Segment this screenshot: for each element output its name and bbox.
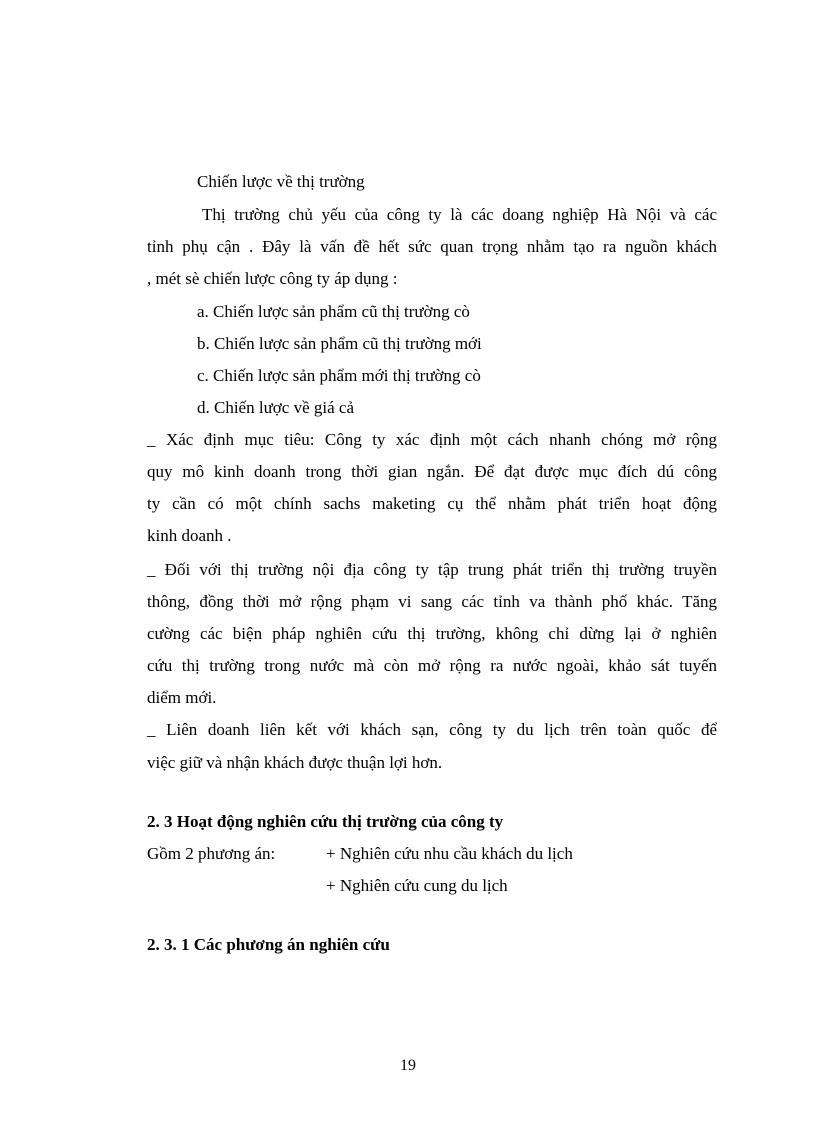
strategy-heading: Chiến lược về thị trường [197, 172, 365, 191]
section-heading-2-3-1: 2. 3. 1 Các phương án nghiên cứu [147, 935, 390, 954]
method-item: + Nghiên cứu nhu cầu khách du lịch [326, 844, 573, 863]
page-number: 19 [400, 1057, 416, 1074]
section-heading-2-3: 2. 3 Hoạt động nghiên cứu thị trường của công ty [147, 812, 504, 831]
text-line: _ Liên doanh liên kết với khách sạn, công ty du lịch trên toàn quốc để [147, 720, 717, 739]
list-item: a. Chiến lược sản phẩm cũ thị trường cò [197, 302, 470, 321]
text-line: kinh doanh . [147, 526, 232, 545]
list-item: b. Chiến lược sản phẩm cũ thị trường mới [197, 334, 482, 353]
text-line: diểm mới. [147, 688, 217, 707]
text-line: cường các biện pháp nghiên cứu thị trường, không chỉ dừng lại ở nghiên [147, 624, 717, 643]
text-line: Thị trường chủ yếu của công ty là các doang nghiệp Hà Nội và các [202, 205, 717, 224]
list-item: d. Chiến lược về giá cả [197, 398, 354, 417]
text-line: việc giữ và nhận khách được thuận lợi hơn. [147, 753, 443, 772]
methods-label: Gồm 2 phương án: [147, 844, 276, 863]
list-item: c. Chiến lược sản phẩm mới thị trường cò [197, 366, 481, 385]
text-line: _ Xác định mục tiêu: Công ty xác định một cách nhanh chóng mở rộng [147, 430, 717, 449]
text-line: thông, đồng thời mở rộng phạm vi sang các tỉnh va thành phố khác. Tăng [147, 592, 717, 611]
text-line: ty cần có một chính sachs maketing cụ thể nhằm phát triển hoạt động [147, 494, 717, 513]
text-line: tỉnh phụ cận . Đây là vấn đề hết sức quan trọng nhằm tạo ra nguồn khách [147, 237, 717, 256]
text-line: quy mô kinh doanh trong thời gian ngắn. Để đạt được mục đích dú công [147, 462, 717, 481]
text-line: _ Đối với thị trường nội địa công ty tập trung phát triển thị trường truyền [147, 560, 717, 579]
method-item: + Nghiên cứu cung du lịch [326, 876, 508, 895]
text-line: cứu thị trường trong nước mà còn mở rộng ra nước ngoài, khảo sát tuyến [147, 656, 717, 675]
text-line: , mét sè chiến lược công ty áp dụng : [147, 269, 398, 288]
